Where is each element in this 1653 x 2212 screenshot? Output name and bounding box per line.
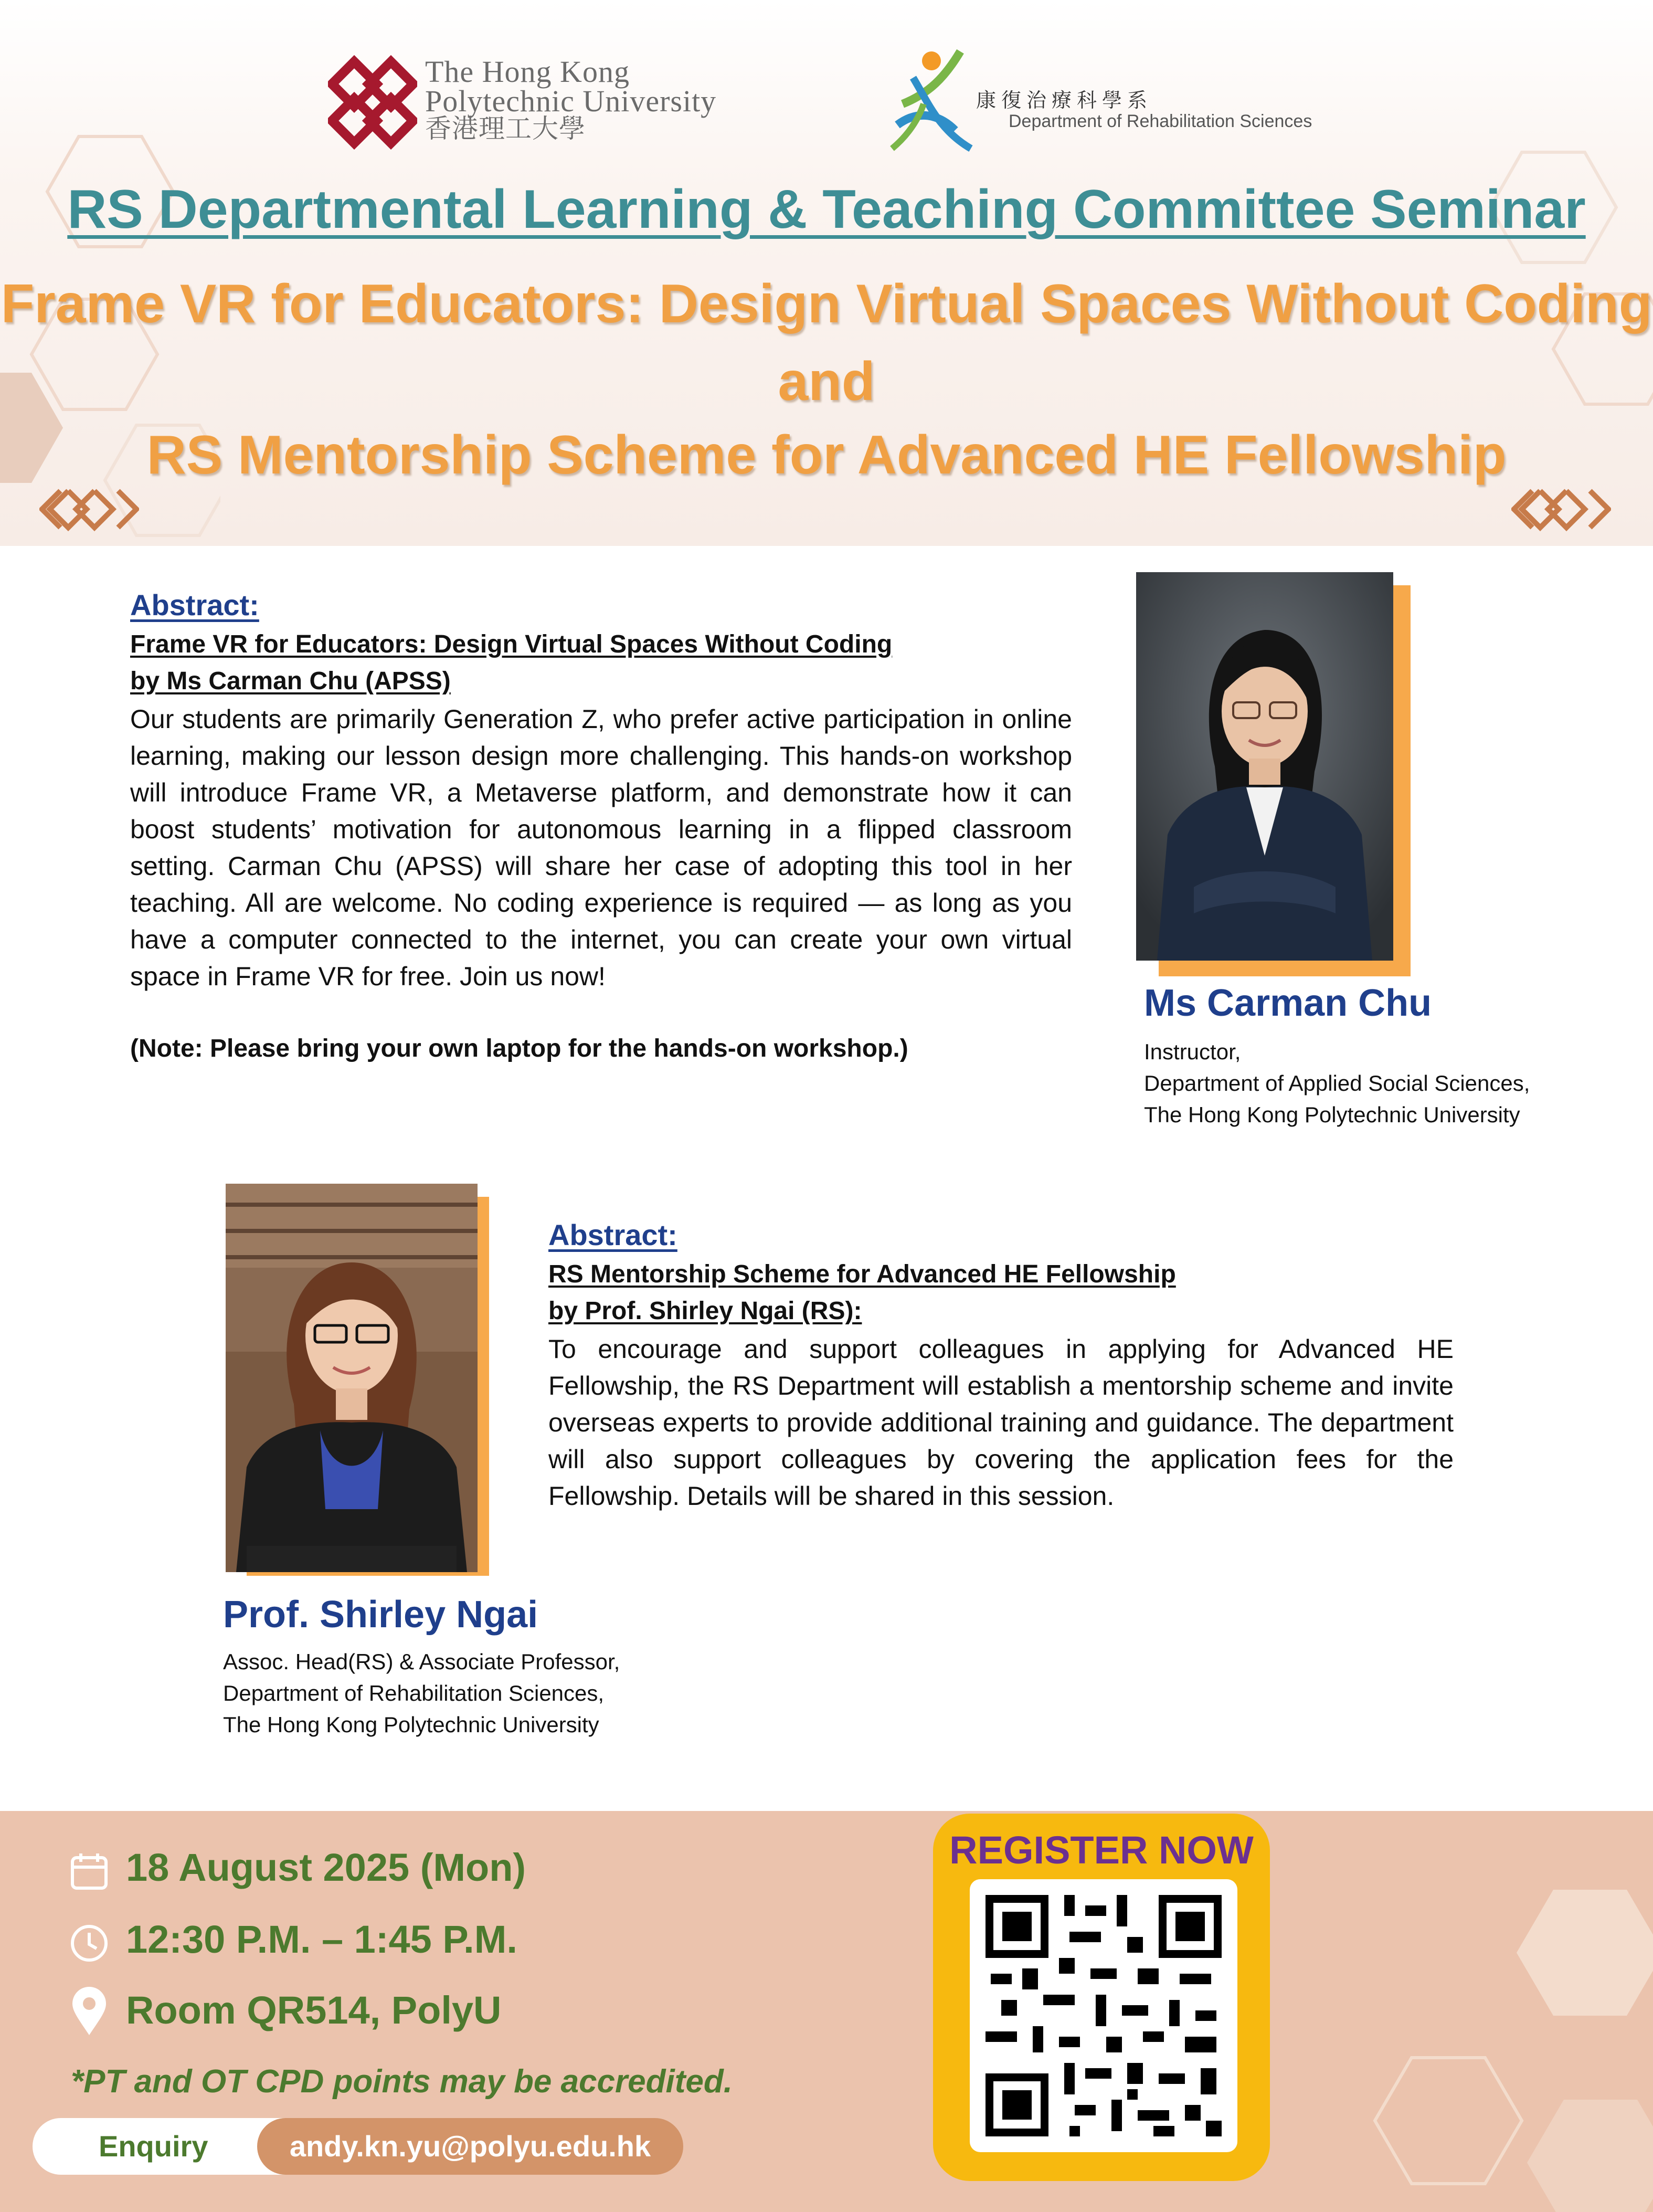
speaker1-name: Ms Carman Chu — [1144, 982, 1432, 1024]
hexagon-decoration-footer — [1343, 1785, 1653, 2212]
speaker1-role-title: Instructor, — [1144, 1039, 1241, 1064]
polyu-logo-icon — [328, 52, 417, 152]
abstract2-body: To encourage and support colleagues in applying for Advanced HE Fellowship, the RS Department will establish a mentorship scheme and invite overseas experts to provide additional training and guidance. The department will also support colleagues by covering the application fees for the Fellowship. Details will be shared in this session. — [548, 1334, 1454, 1511]
talk1-headline: Frame VR for Educators: Design Virtual Spaces Without Coding — [1, 273, 1652, 334]
dept-name-chinese: 康復治療科學系 — [976, 89, 1153, 112]
speaker1-role-university: The Hong Kong Polytechnic University — [1144, 1102, 1520, 1127]
abstract2-label: Abstract: — [548, 1218, 677, 1251]
polyu-name-line1: The Hong Kong — [425, 55, 630, 89]
abstract1-talk-title: Frame VR for Educators: Design Virtual Spaces Without Coding — [130, 630, 893, 658]
abstract1-label: Abstract: — [130, 588, 259, 622]
calendar-icon — [68, 1850, 110, 1892]
speaker1-role-dept: Department of Applied Social Sciences, — [1144, 1071, 1530, 1096]
register-qr-code[interactable] — [970, 1879, 1237, 2152]
polyu-name-chinese: 香港理工大學 — [425, 113, 586, 144]
chevron-ornament-left-icon — [39, 483, 139, 535]
enquiry-email-link[interactable]: andy.kn.yu@polyu.edu.hk — [257, 2118, 683, 2175]
qr-code-icon — [970, 1879, 1237, 2152]
dept-name-english: Department of Rehabilitation Sciences — [1009, 111, 1312, 131]
and-connector: and — [778, 351, 875, 412]
abstract1-byline: by Ms Carman Chu (APSS) — [130, 667, 451, 695]
clock-icon — [68, 1922, 110, 1964]
speaker2-role-title: Assoc. Head(RS) & Associate Professor, — [223, 1649, 620, 1674]
speaker2-photo — [226, 1184, 478, 1572]
speaker2-name: Prof. Shirley Ngai — [223, 1594, 538, 1636]
talk2-headline: RS Mentorship Scheme for Advanced HE Fellowship — [146, 425, 1507, 486]
location-pin-icon — [68, 1985, 110, 2038]
abstract1-note: (Note: Please bring your own laptop for the hands-on workshop.) — [130, 1035, 908, 1062]
register-now-label[interactable]: REGISTER NOW — [949, 1828, 1254, 1872]
event-date: 18 August 2025 (Mon) — [126, 1846, 526, 1889]
cpd-note: *PT and OT CPD points may be accredited. — [71, 2063, 733, 2100]
abstract2-byline: by Prof. Shirley Ngai (RS): — [548, 1297, 862, 1325]
polyu-name-line2: Polytechnic University — [425, 84, 717, 118]
enquiry-label: Enquiry — [99, 2130, 208, 2163]
abstract1-body: Our students are primarily Generation Z, who prefer active participation in online learning, making our lesson design more challenging. This hands-on workshop will introduce Frame VR, a Metaverse platform, and demonstrate how it can boost students’ motivation for autonomous learning in a flipped classroom setting. Carman Chu (APSS) will share her case of adopting this tool in her teaching. All are welcome. No coding experience is required — as long as you have a computer connected to the internet, you can create your own virtual space in Frame VR for free. Join us now! — [130, 704, 1072, 991]
speaker1-photo — [1136, 572, 1393, 961]
rehab-dept-logo-icon — [882, 46, 987, 156]
event-venue: Room QR514, PolyU — [126, 1988, 502, 2032]
speaker2-role-university: The Hong Kong Polytechnic University — [223, 1712, 599, 1737]
abstract2-talk-title: RS Mentorship Scheme for Advanced HE Fellowship — [548, 1260, 1176, 1288]
seminar-title: RS Departmental Learning & Teaching Committee Seminar — [67, 179, 1586, 240]
speaker2-role-dept: Department of Rehabilitation Sciences, — [223, 1681, 605, 1705]
event-time: 12:30 P.M. – 1:45 P.M. — [126, 1918, 517, 1961]
chevron-ornament-right-icon — [1511, 483, 1611, 535]
